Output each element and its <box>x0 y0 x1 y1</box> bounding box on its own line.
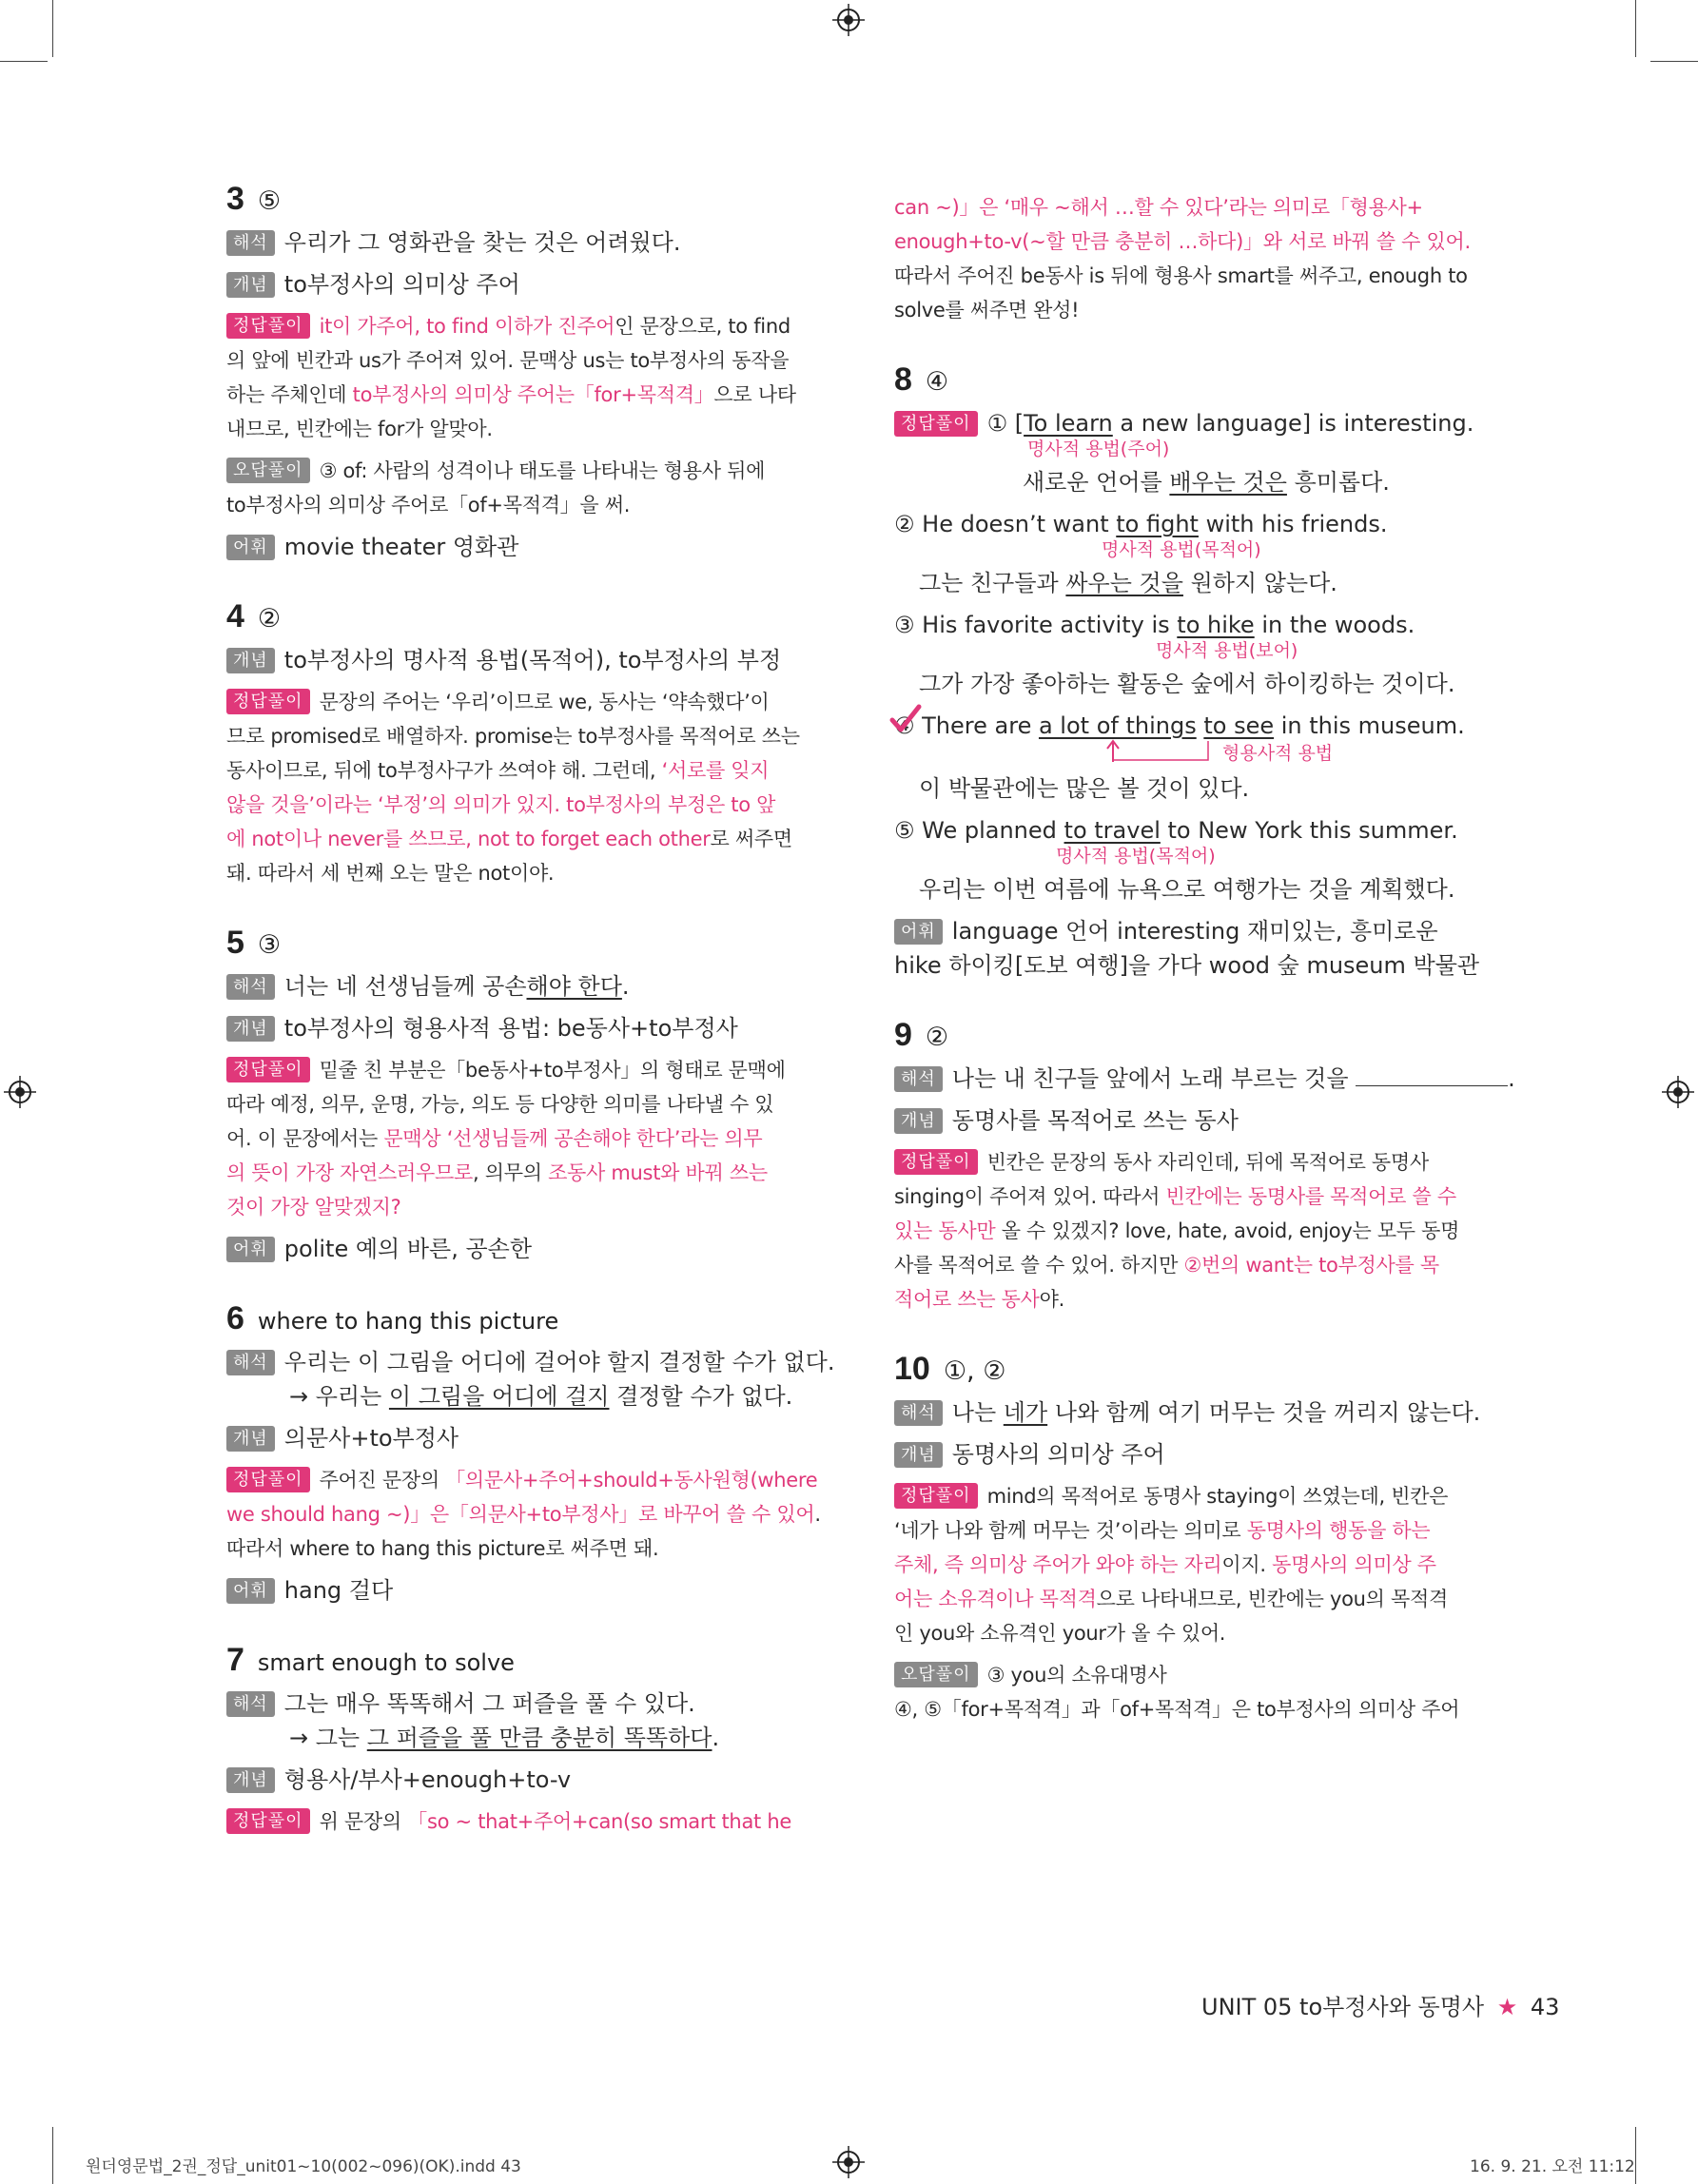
registration-mark-icon <box>4 1076 36 1108</box>
explanation-text: 으로 나타 <box>713 383 796 406</box>
translation-text: 결정할 수가 없다. <box>609 1383 793 1410</box>
explanation-highlight: it이 가주어, to find 이하가 진주어 <box>319 315 615 338</box>
question-number: 5 <box>226 925 244 961</box>
jeongdap-tag: 정답풀이 <box>226 313 310 339</box>
jeongdap-tag: 정답풀이 <box>894 411 978 437</box>
question-answer: ④ <box>925 367 949 397</box>
haeseok-tag: 해석 <box>226 1691 275 1717</box>
usage-note: 명사적 용법(보어) <box>1156 640 1298 661</box>
haeseok-tag: 해석 <box>894 1066 943 1092</box>
gaenyeom-tag: 개념 <box>894 1442 943 1468</box>
explanation-text: mind의 목적어로 동명사 staying이 쓰였는데, 빈칸은 <box>986 1485 1449 1508</box>
explanation-text: singing이 주어져 있어. 따라서 <box>894 1185 1166 1208</box>
concept-text: to부정사의 명사적 용법(목적어), to부정사의 부정 <box>283 647 782 673</box>
vocabulary-text: hang 걸다 <box>283 1577 394 1604</box>
crop-mark <box>1650 61 1698 62</box>
question-answer: where to hang this picture <box>257 1308 559 1335</box>
explanation-highlight: 적어로 쓰는 동사 <box>894 1288 1040 1311</box>
vocabulary-text: language 언어 interesting 재미있는, 흥미로운 <box>951 918 1438 945</box>
explanation-text: 내므로, 빈칸에는 for가 알맞아. <box>226 418 493 440</box>
concept-text: to부정사의 형용사적 용법: be동사+to부정사 <box>283 1015 738 1042</box>
registration-mark-icon <box>1662 1076 1694 1108</box>
explanation-highlight: 「의문사+주어+should+동사원형(where <box>445 1469 818 1492</box>
question-number: 4 <box>226 598 244 634</box>
odap-tag: 오답풀이 <box>894 1662 978 1687</box>
explanation-text: 주어진 문장의 <box>319 1469 446 1492</box>
page-footer <box>1201 1988 1559 2021</box>
jeongdap-tag: 정답풀이 <box>226 1808 310 1834</box>
print-date: 16. 9. 21. 오전 11:12 <box>1470 2157 1635 2176</box>
gaenyeom-tag: 개념 <box>226 272 275 298</box>
translation-text: 우리는 이 그림을 어디에 걸어야 할지 결정할 수가 없다. <box>283 1349 835 1375</box>
explanation-highlight: to부정사의 의미상 주어는「for+목적격」 <box>352 383 714 406</box>
example-sentence: ② He doesn’t want <box>894 511 1117 537</box>
translation-text: → 우리는 <box>289 1383 389 1410</box>
gaenyeom-tag: 개념 <box>226 1426 275 1452</box>
example-translation: 흥미롭다. <box>1286 469 1390 496</box>
question-4 <box>226 598 835 890</box>
vocabulary-text: polite 예의 바른, 공손한 <box>283 1236 533 1262</box>
arrow-icon <box>1103 737 1218 766</box>
question-9: 9 ② 해석 나는 내 친구들 앞에서 노래 부르는 것을 . 개념 동명사를 목적어로 쓰는 동사 정답풀이 빈칸은 문장의 동사 자리인데, 뒤에 목적어로 동명사 singing이 주어져 있어. 따라서 빈칸에는 동명사를 목적어로 쓸 수 있는 동사만 올 수 있겠지? love, hate, avoid, enjoy는 모두 동명 사를 목적어로 쓸 수 있어. 하지만 ②번의 want는 to부정사를 목 적어로 쓰는 동사야. <box>894 1017 1515 1311</box>
explanation-text: 므로 promised로 배열하자. promise는 to부정사를 목적어로 쓰는 <box>226 725 800 748</box>
explanation-highlight: we should hang ~)」은「의문사+to부정사」로 바꾸어 쓸 수 있어 <box>226 1503 815 1526</box>
wrong-answer-text: ③ of: 사람의 성격이나 태도를 나타내는 형용사 뒤에 <box>319 459 766 482</box>
question-number: 9 <box>894 1017 912 1053</box>
haeseok-tag: 해석 <box>226 1350 275 1375</box>
example-sentence: in the woods. <box>1254 612 1415 638</box>
translation-text: 나와 함께 여기 머무는 것을 꺼리지 않는다. <box>1047 1399 1481 1426</box>
example-sentence: to New York this summer. <box>1160 817 1458 844</box>
example-sentence: ③ His favorite activity is <box>894 612 1178 638</box>
example-sentence: ⑤ We planned <box>894 817 1064 844</box>
explanation-text: 로 써주면 <box>710 828 792 850</box>
explanation-highlight: ②번의 want는 to부정사를 목 <box>1183 1254 1439 1277</box>
explanation-text: 의 앞에 빈칸과 us가 주어져 있어. 문맥상 us는 to부정사의 동작을 <box>226 349 790 372</box>
explanation-text: 위 문장의 <box>319 1810 408 1833</box>
explanation-text: , 의무의 <box>472 1161 549 1184</box>
question-10 <box>894 1351 1503 1726</box>
example-translation-underlined: 배우는 것은 <box>1169 469 1287 496</box>
usage-note: 명사적 용법(주어) <box>1027 439 1170 459</box>
jeongdap-tag: 정답풀이 <box>894 1483 978 1509</box>
translation-text: 우리가 그 영화관을 찾는 것은 어려웠다. <box>283 229 681 256</box>
translation-underlined: 이 그림을 어디에 걸지 <box>388 1383 610 1410</box>
question-3 <box>226 181 835 564</box>
crop-mark <box>52 2127 53 2184</box>
crop-mark <box>1635 2127 1636 2184</box>
usage-note: 명사적 용법(목적어) <box>1056 846 1216 867</box>
concept-text: 의문사+to부정사 <box>283 1425 459 1452</box>
eohwi-tag: 어휘 <box>894 919 943 945</box>
explanation-text: 올 수 있겠지? love, hate, avoid, enjoy는 모두 동명 <box>995 1219 1460 1242</box>
registration-mark-icon <box>832 2146 865 2178</box>
question-number: 6 <box>226 1300 244 1336</box>
haeseok-tag: 해석 <box>226 230 275 256</box>
question-6 <box>226 1300 835 1608</box>
jeongdap-tag: 정답풀이 <box>894 1149 978 1175</box>
usage-note: 명사적 용법(목적어) <box>1102 539 1261 560</box>
explanation-text: 인 문장으로, to find <box>615 315 790 338</box>
explanation-highlight: 동명사의 행동을 하는 <box>1246 1519 1431 1542</box>
checkmark-icon <box>888 703 923 737</box>
explanation-text: solve를 써주면 완성! <box>894 299 1080 322</box>
explanation-highlight: 동명사의 의미상 주 <box>1272 1553 1436 1576</box>
wrong-answer-text: ③ you의 소유대명사 <box>986 1664 1167 1687</box>
explanation-highlight: enough+to-v(~할 만큼 충분히 …하다)」와 서로 바꿔 쓸 수 있어. <box>894 230 1471 253</box>
explanation-text: 따라 예정, 의무, 운명, 가능, 의도 등 다양한 의미를 나타낼 수 있 <box>226 1093 774 1116</box>
explanation-text: 사를 목적어로 쓸 수 있어. 하지만 <box>894 1254 1184 1277</box>
explanation-text: . <box>814 1503 821 1526</box>
gaenyeom-tag: 개념 <box>226 1016 275 1042</box>
crop-mark <box>1635 0 1636 57</box>
concept-text: 형용사/부사+enough+to-v <box>283 1766 572 1793</box>
explanation-text: 문장의 주어는 ‘우리’이므로 we, 동사는 ‘약속했다’이 <box>319 691 770 713</box>
explanation-highlight: 주체, 즉 의미상 주어가 와야 하는 자리 <box>894 1553 1222 1576</box>
left-column <box>226 181 835 1839</box>
crop-mark <box>0 61 48 62</box>
example-underlined: to see <box>1203 712 1275 739</box>
example-translation: 그가 가장 좋아하는 활동은 숲에서 하이킹하는 것이다. <box>919 671 1455 697</box>
explanation-highlight: 에 not이나 never를 쓰므로, not to forget each other <box>226 828 711 850</box>
question-answer: ③ <box>257 930 282 960</box>
question-answer: ①, ② <box>943 1356 1006 1386</box>
example-underlined: to hike <box>1177 612 1255 638</box>
example-sentence: with his friends. <box>1198 511 1388 537</box>
registration-mark-icon <box>832 4 865 36</box>
explanation-highlight: can ~)」은 ‘매우 ~해서 …할 수 있다’라는 의미로「형용사+ <box>894 196 1423 219</box>
example-translation: 새로운 언어를 <box>1023 469 1170 496</box>
example-sentence: ① [ <box>986 410 1025 437</box>
explanation-highlight: 문맥상 ‘선생님들께 공손해야 한다’라는 의무 <box>383 1127 763 1150</box>
gaenyeom-tag: 개념 <box>894 1108 943 1134</box>
vocabulary-text: hike 하이킹[도보 여행]을 가다 wood 숲 museum 박물관 <box>894 952 1480 979</box>
gaenyeom-tag: 개념 <box>226 648 275 673</box>
explanation-text: 어. 이 문장에서는 <box>226 1127 384 1150</box>
translation-underlined: 해야 한다 <box>526 973 622 1000</box>
explanation-text: 인 you와 소유격인 your가 올 수 있어. <box>894 1622 1226 1645</box>
translation-text: 그는 매우 똑똑해서 그 퍼즐을 풀 수 있다. <box>283 1690 695 1717</box>
concept-text: 동명사를 목적어로 쓰는 동사 <box>951 1107 1239 1134</box>
jeongdap-tag: 정답풀이 <box>226 1057 310 1082</box>
translation-text: 나는 <box>951 1399 1004 1426</box>
question-7 <box>226 1642 835 1839</box>
file-info: 원더영문법_2권_정답_unit01~10(002~096)(OK).indd 43 <box>86 2157 521 2176</box>
explanation-text: 이지. <box>1221 1553 1273 1576</box>
eohwi-tag: 어휘 <box>226 1237 275 1262</box>
question-number: 10 <box>894 1351 930 1387</box>
example-sentence: ④ There are <box>894 712 1039 739</box>
example-sentence: in this museum. <box>1274 712 1465 739</box>
explanation-text: 하는 주체인데 <box>226 383 353 406</box>
example-underlined: a lot of things <box>1038 712 1197 739</box>
right-column <box>894 190 1515 1726</box>
question-5 <box>226 925 835 1266</box>
wrong-answer-text: ④, ⑤「for+목적격」과「of+목적격」은 to부정사의 의미상 주어 <box>894 1698 1460 1721</box>
explanation-text: ‘네가 나와 함께 머무는 것’이라는 의미로 <box>894 1519 1247 1542</box>
example-underlined: To learn <box>1024 410 1113 437</box>
wrong-answer-text: to부정사의 의미상 주어로「of+목적격」을 써. <box>226 494 631 517</box>
usage-note: 형용사적 용법 <box>1222 743 1334 764</box>
translation-underlined: 네가 <box>1003 1399 1048 1426</box>
explanation-text: 으로 나타내므로, 빈칸에는 you의 목적격 <box>1096 1588 1448 1610</box>
explanation-text: 밑줄 친 부분은「be동사+to부정사」의 형태로 문맥에 <box>319 1059 786 1082</box>
page-number: 43 <box>1530 1994 1560 2020</box>
unit-title: UNIT 05 to부정사와 동명사 <box>1201 1994 1485 2020</box>
example-translation: 그는 친구들과 <box>919 570 1066 596</box>
question-number: 8 <box>894 361 912 398</box>
example-translation: 원하지 않는다. <box>1182 570 1337 596</box>
explanation-highlight: 어는 소유격이나 목적격 <box>894 1588 1097 1610</box>
explanation-text: 동사이므로, 뒤에 to부정사구가 쓰여야 해. 그런데, <box>226 759 662 782</box>
answer-blank <box>1356 1066 1508 1086</box>
question-number: 7 <box>226 1642 244 1678</box>
question-8 <box>894 361 1503 983</box>
crop-mark <box>52 0 53 57</box>
example-translation: 우리는 이번 여름에 뉴욕으로 여행가는 것을 계획했다. <box>919 876 1455 903</box>
odap-tag: 오답풀이 <box>226 458 310 483</box>
translation-underlined: 그 퍼즐을 풀 만큼 충분히 똑똑하다 <box>366 1725 712 1751</box>
question-number: 3 <box>226 181 244 217</box>
eohwi-tag: 어휘 <box>226 535 275 560</box>
translation-text: . <box>621 973 630 1000</box>
translation-text: 나는 내 친구들 앞에서 노래 부르는 것을 <box>951 1065 1356 1092</box>
explanation-highlight: 의 뜻이 가장 자연스러우므로 <box>226 1161 473 1184</box>
question-answer: ⑤ <box>257 186 282 216</box>
explanation-highlight: 않을 것을’이라는 ‘부정’의 의미가 있지. to부정사의 부정은 to 앞 <box>226 793 776 816</box>
example-underlined: to fight <box>1116 511 1199 537</box>
explanation-text: 돼. 따라서 세 번째 오는 말은 not이야. <box>226 862 555 885</box>
explanation-text: 야. <box>1039 1288 1065 1311</box>
explanation-highlight: 것이 가장 알맞겠지? <box>226 1196 401 1219</box>
concept-text: 동명사의 의미상 주어 <box>951 1441 1165 1468</box>
explanation-highlight: 있는 동사만 <box>894 1219 996 1242</box>
explanation-text: 따라서 주어진 be동사 is 뒤에 형용사 smart를 써주고, enough to <box>894 264 1468 287</box>
vocabulary-text: movie theater 영화관 <box>283 534 519 560</box>
question-answer: ② <box>925 1023 949 1052</box>
translation-text: → 그는 <box>289 1725 367 1751</box>
explanation-text: 따라서 where to hang this picture로 써주면 돼. <box>226 1537 659 1560</box>
gaenyeom-tag: 개념 <box>226 1767 275 1793</box>
haeseok-tag: 해석 <box>226 974 275 1000</box>
question-answer: ② <box>257 604 282 634</box>
explanation-highlight: 빈칸에는 동명사를 목적어로 쓸 수 <box>1165 1185 1456 1208</box>
jeongdap-tag: 정답풀이 <box>226 1467 310 1492</box>
example-sentence: a new language] is interesting. <box>1112 410 1474 437</box>
explanation-highlight: 조동사 must와 바꿔 쓰는 <box>548 1161 768 1184</box>
example-translation: 이 박물관에는 많은 볼 것이 있다. <box>919 775 1250 802</box>
explanation-highlight: ‘서로를 잊지 <box>661 759 770 782</box>
haeseok-tag: 해석 <box>894 1400 943 1426</box>
translation-text: . <box>712 1725 720 1751</box>
question-answer: smart enough to solve <box>257 1649 515 1676</box>
concept-text: to부정사의 의미상 주어 <box>283 271 520 298</box>
eohwi-tag: 어휘 <box>226 1578 275 1604</box>
translation-text: 너는 네 선생님들께 공손 <box>283 973 527 1000</box>
example-translation-underlined: 싸우는 것을 <box>1065 570 1183 596</box>
jeongdap-tag: 정답풀이 <box>226 689 310 714</box>
explanation-text: 빈칸은 문장의 동사 자리인데, 뒤에 목적어로 동명사 <box>986 1151 1429 1174</box>
example-underlined: to travel <box>1064 817 1161 844</box>
question-7-continued <box>894 190 1503 327</box>
star-icon: ★ <box>1496 1994 1518 2020</box>
explanation-highlight: 「so ~ that+주어+can(so smart that he <box>407 1810 791 1833</box>
